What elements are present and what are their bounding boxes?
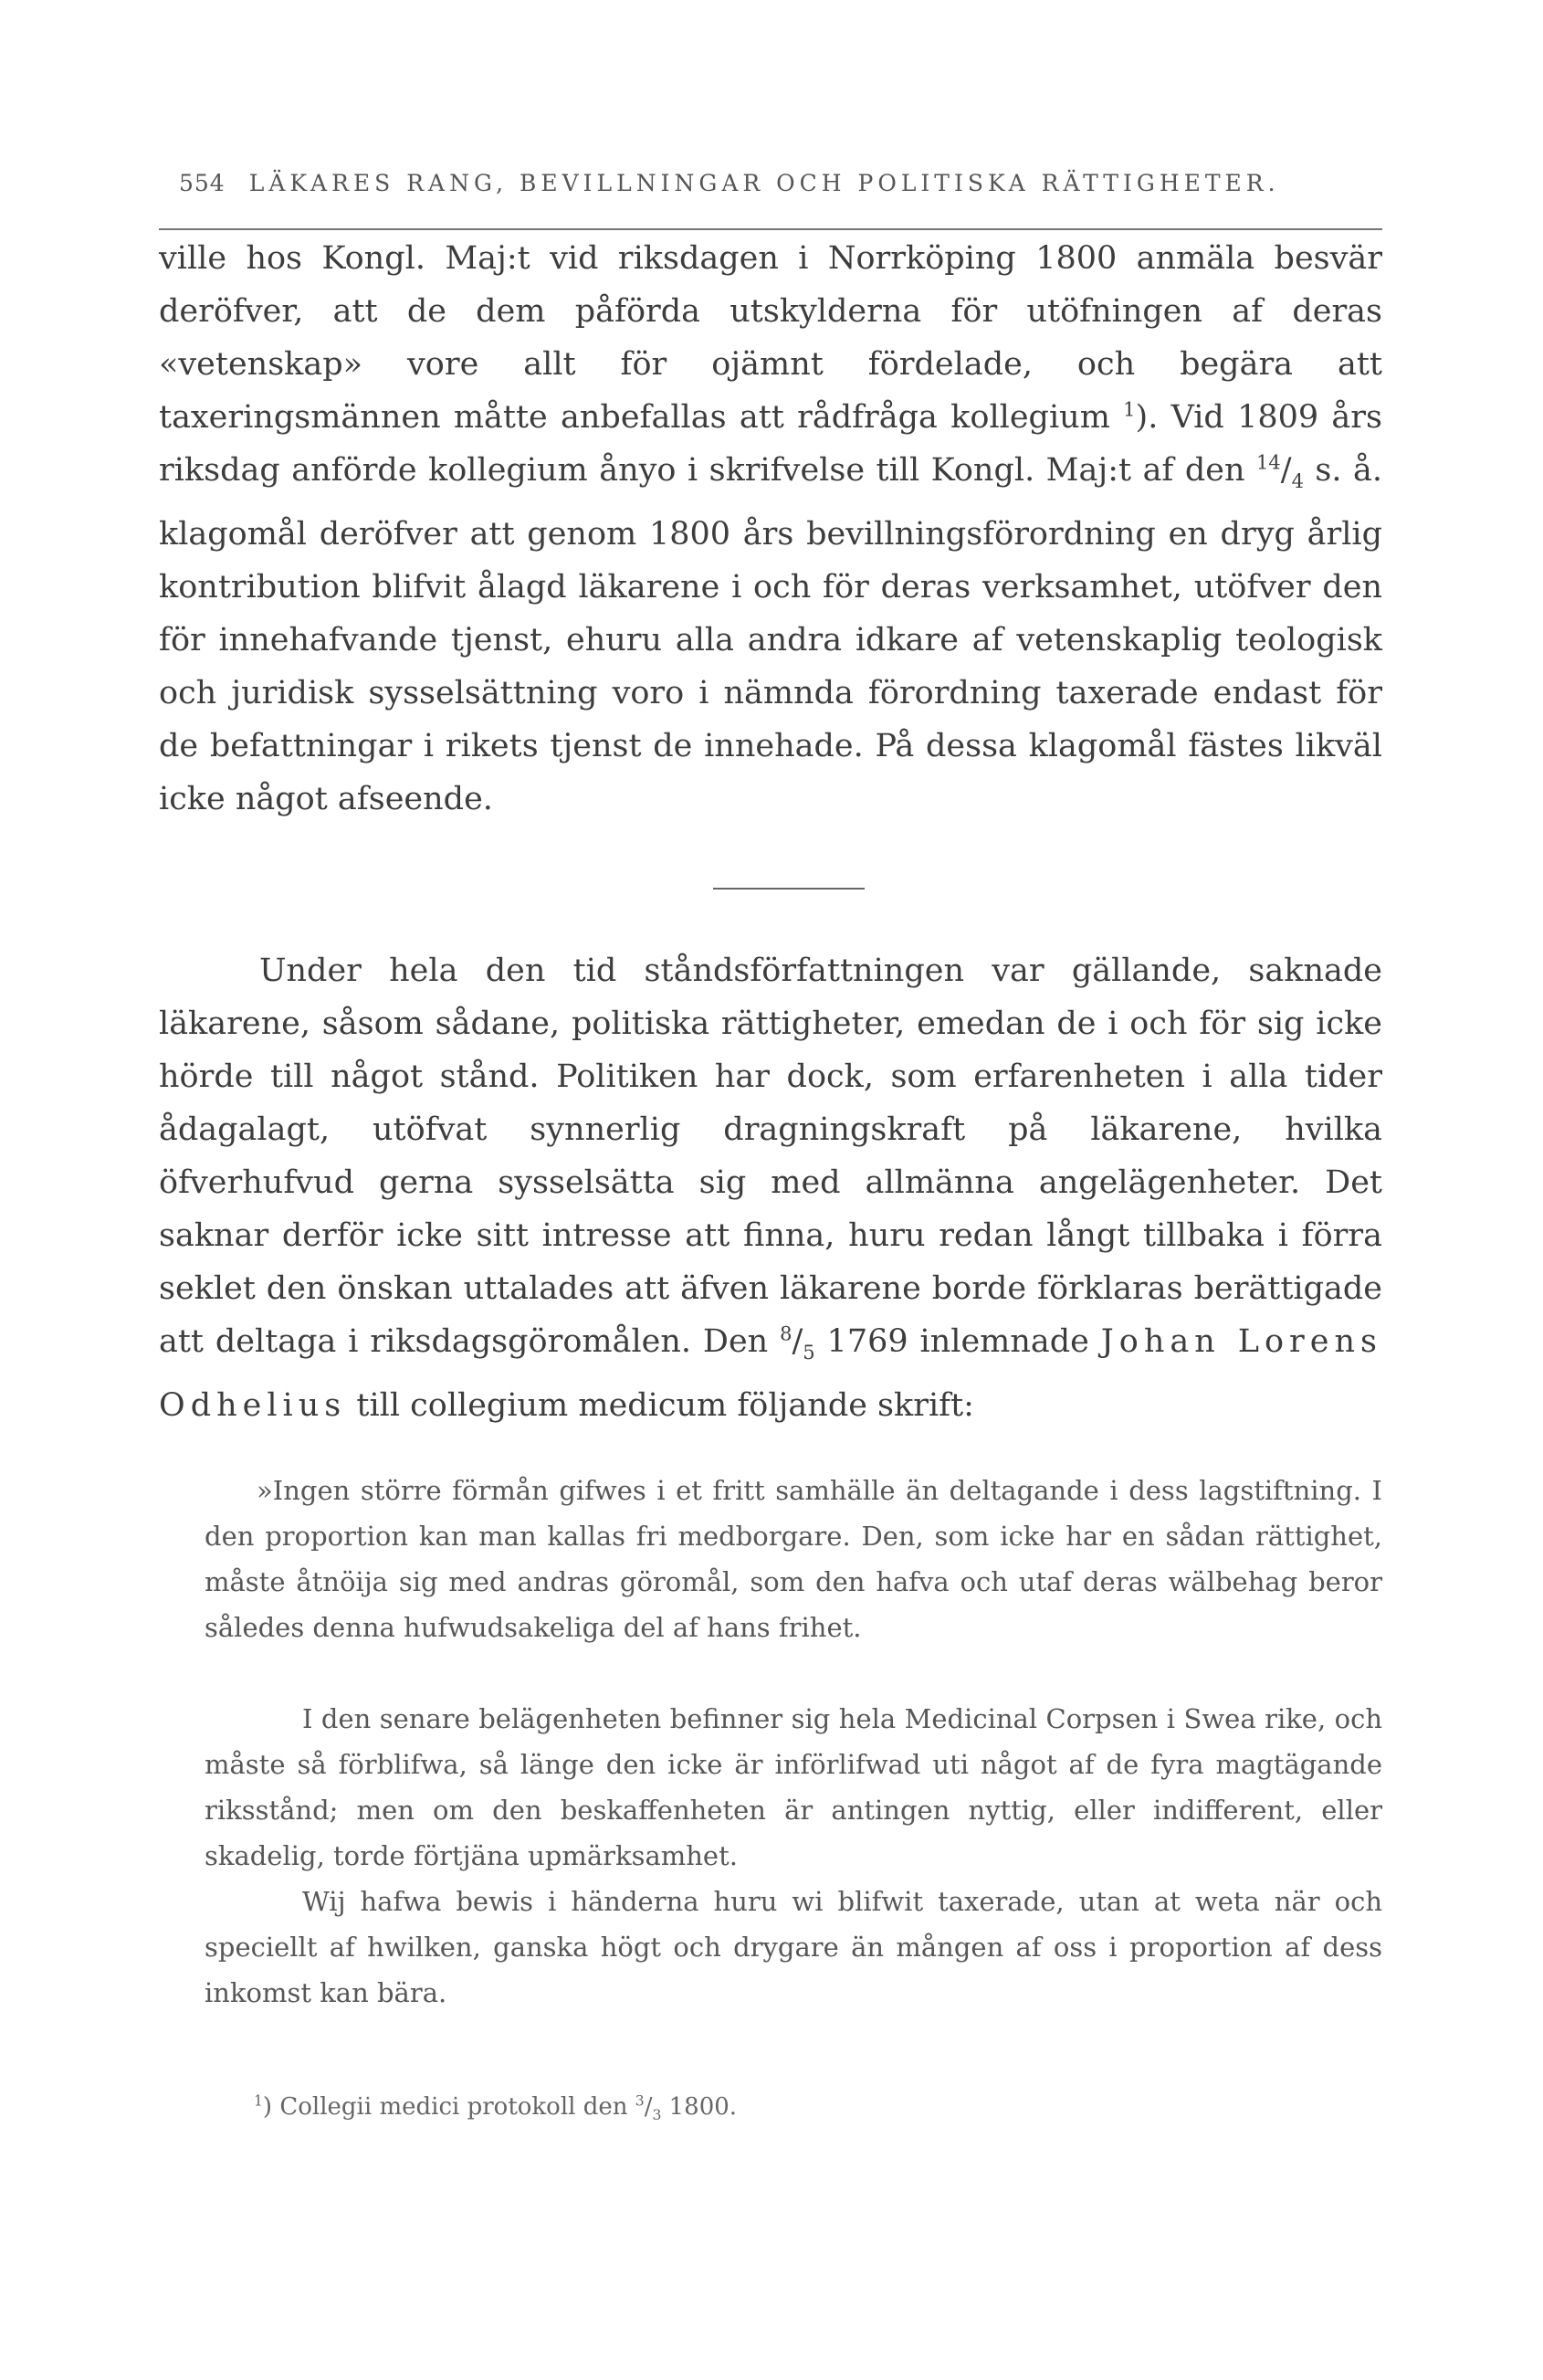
footnote-text: Collegii medici protokoll den xyxy=(279,2093,628,2121)
section-separator xyxy=(713,888,865,890)
footnote-date-numerator: 3 xyxy=(635,2092,645,2110)
date-denominator-2: 5 xyxy=(803,1342,815,1364)
paragraph-2-text-c: till collegium medicum följande skrift: xyxy=(346,1387,974,1424)
quote-paragraph-2: I den senare belägenheten befinner sig hela Medicinal Corpsen i Swea rike, och måste så förblifwa, så länge den icke är införlifwad uti något af de fyra magtägande riksstånd; men om den beskaffenheten är antingen nyttig, eller indifferent, eller skadelig, torde förtjäna upmärksamhet. xyxy=(205,1703,1382,1871)
paragraph-2-text-a: Under hela den tid ståndsförfattningen var gällande, saknade läkarene, såsom sådane, politiska rättigheter, emedan de i och för sig icke hörde till något stånd. Politiken har dock, som erfarenheten i alla tider ådagalagt, utöfvat synnerlig dragningskraft på läkarene, hvilka öfverhufvud gerna sysselsätta sig med allmänna angelägenheter. Det saknar derför icke sitt intresse att finna, huru redan långt tillbaka i förra seklet den önskan uttalades att äfven läkarene borde förklaras berättigade att deltaga i riksdagsgöromålen. Den xyxy=(159,953,1382,1360)
paragraph-1-text-a: ville hos Kongl. Maj:t vid riksdagen i Norrköping 1800 anmäla besvär deröfver, att de dem påförda utskylderna för utöfningen af deras «vetenskap» vore allt för ojämnt fördelade, och begära att taxeringsmännen måtte anbefallas att rådfråga kollegium xyxy=(159,240,1382,436)
footnote-marker: 1 xyxy=(254,2092,263,2110)
paragraph-1: ville hos Kongl. Maj:t vid riksdagen i Norrköping 1800 anmäla besvär deröfver, att de dem påförda utskylderna för utöfningen af deras «vetenskap» vore allt för ojämnt fördelade, och begära att taxeringsmännen måtte anbefallas att rådfråga kollegium $^1$). Vid 1809 års riksdag anförde kollegium ånyo i skrifvelse till Kongl. Maj:t af den $^{14}/_4$ s. å. klagomål deröfver att genom 1800 års bevillningsförordning en dryg årlig kontribution blifvit ålagd läkarene i och för deras verksamhet, utöfver den för innehafvande tjenst, ehuru alla andra idkare af vetenskaplig teologisk och juridisk sysselsättning voro i nämnda förordning taxerade endast för de befattningar i rikets tjenst de innehade. På dessa klagomål fästes likväl icke något afseende. xyxy=(159,240,1382,817)
header-rule xyxy=(159,228,1382,230)
date-numerator-2: 8 xyxy=(780,1322,792,1345)
running-title: LÄKARES RANG, BEVILLNINGAR OCH POLITISKA RÄTTIGHETER. xyxy=(248,170,1280,196)
date-denominator: 4 xyxy=(1291,470,1304,492)
quote-paragraph-3: Wij hafwa bewis i händerna huru wi blifwit taxerade, utan at weta när och speciellt af hwilken, ganska högt och drygare än mången af oss i proportion af dess inkomst kan bära. xyxy=(205,1886,1382,2008)
quote-paragraph-1: »Ingen större förmån gifwes i et fritt samhälle än deltagande i dess lagstiftning. I den proportion kan man kallas fri medborgare. Den, som icke har en sådan rättighet, måste åtnöija sig med andras göromål, som den hafva och utaf deras wälbehag beror således denna hufwudsakeliga del af hans frihet. xyxy=(205,1475,1382,1643)
footnote-year: 1800. xyxy=(661,2093,738,2121)
paragraph-1-text-b: . Vid 1809 års riksdag anförde kollegium ånyo i skrifvelse till Kongl. Maj:t af den xyxy=(159,399,1382,489)
date-numerator: 14 xyxy=(1256,451,1281,474)
footnote-reference: 1 xyxy=(1123,398,1136,421)
paragraph-2: Under hela den tid ståndsförfattningen var gällande, saknade läkarene, såsom sådane, politiska rättigheter, emedan de i och för sig icke hörde till något stånd. Politiken har dock, som erfarenheten i alla tider ådagalagt, utöfvat synnerlig dragningskraft på läkarene, hvilka öfverhufvud gerna sysselsätta sig med allmänna angelägenheter. Det saknar derför icke sitt intresse att finna, huru redan långt tillbaka i förra seklet den önskan uttalades att äfven läkarene borde förklaras berättigade att deltaga i riksdagsgöromålen. Den $^8/_5$ 1769 inlemnade Johan Lorens Odhelius till collegium medicum följande skrift: xyxy=(159,953,1382,1424)
person-name: Johan Lorens Odhelius xyxy=(159,1323,1382,1424)
footnote-date-denominator: 3 xyxy=(652,2107,662,2124)
running-header xyxy=(179,170,1348,196)
paragraph-2-text-b: 1769 inlemnade xyxy=(814,1323,1101,1360)
footnote: $^1$) Collegii medici protokoll den $^3/_3$ 1800. xyxy=(254,2092,738,2124)
page-number: 554 xyxy=(179,170,226,196)
paragraph-1-text-c: s. å. klagomål deröfver att genom 1800 års bevillningsförordning en dryg årlig kontribution blifvit ålagd läkarene i och för deras verksamhet, utöfver den för innehafvande tjenst, ehuru alla andra idkare af vetenskaplig teologisk och juridisk sysselsättning voro i nämnda förordning taxerade endast för de befattningar i rikets tjenst de innehade. På dessa klagomål fästes likväl icke något afseende. xyxy=(159,452,1382,817)
